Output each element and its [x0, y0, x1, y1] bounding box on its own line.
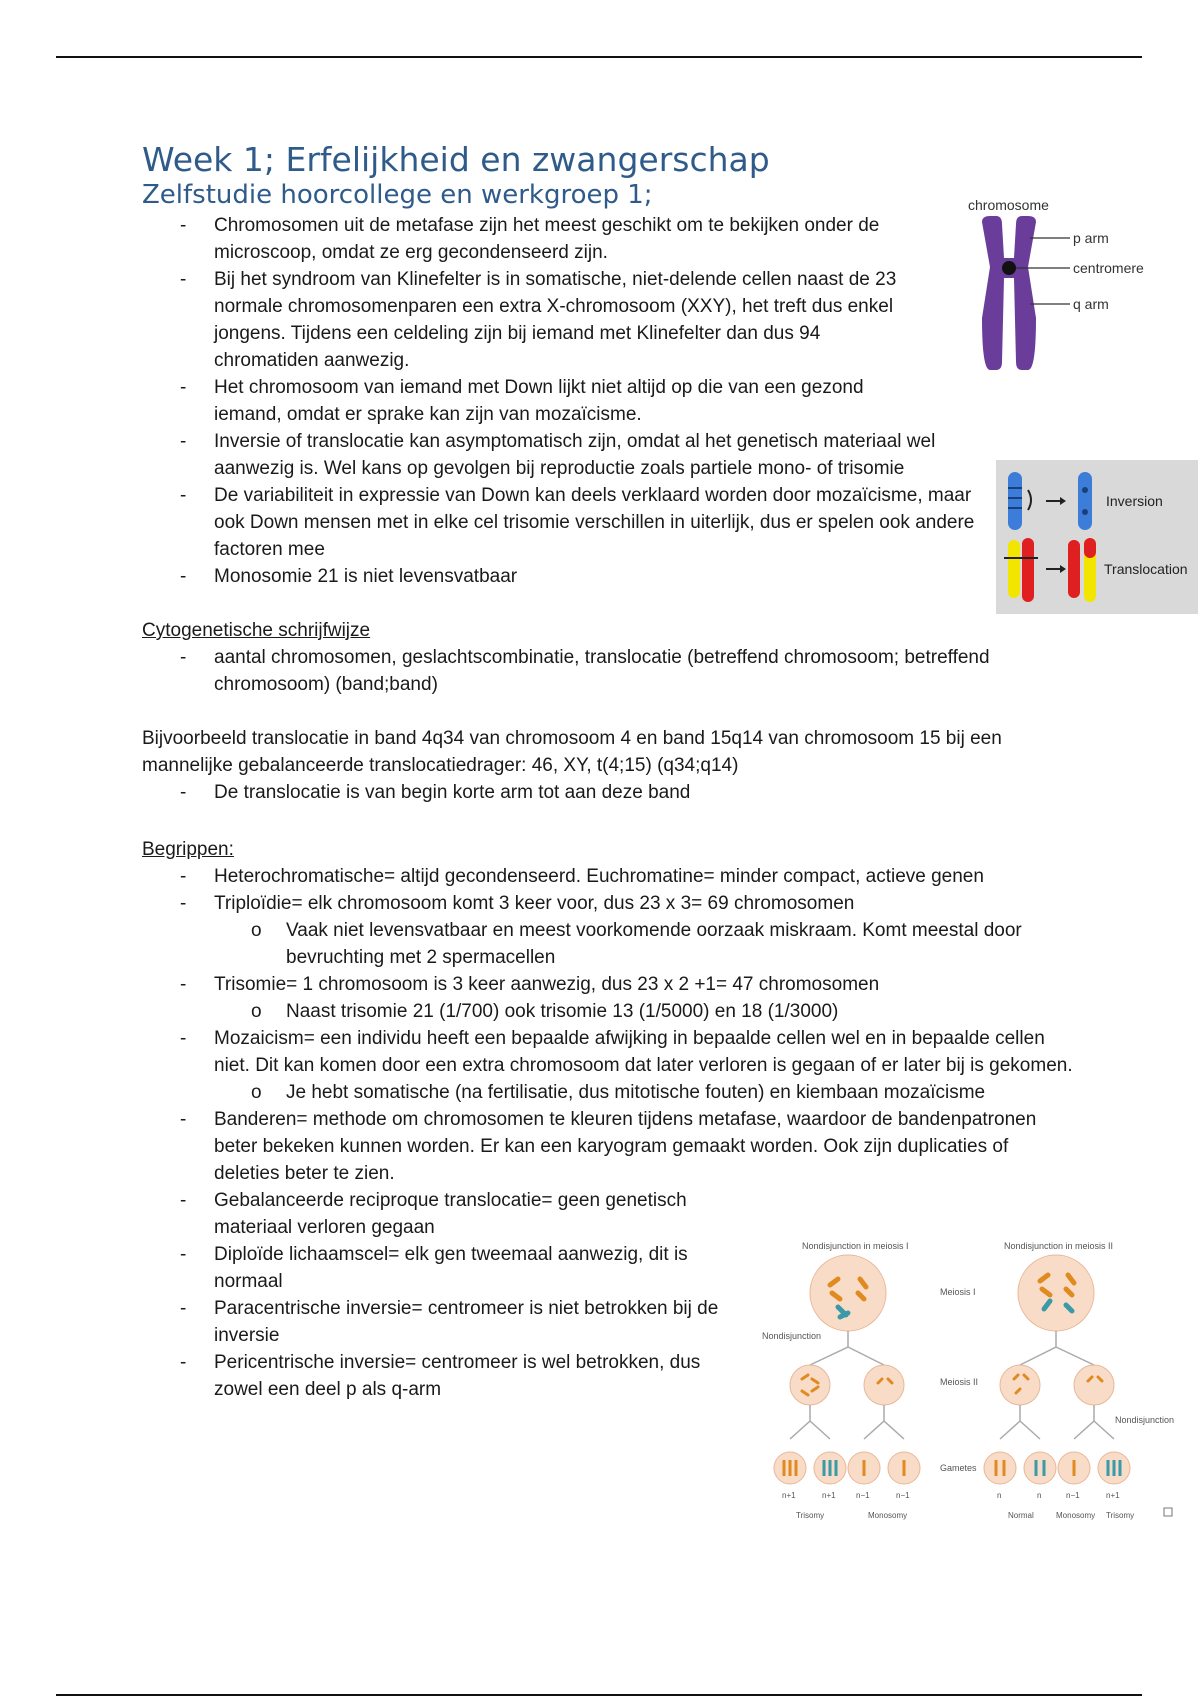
sub-list-item: o Vaak niet levensvatbaar en meest voorkomende oorzaak miskraam. Komt meestal door bevruchting met 2 spermacellen: [214, 917, 1046, 971]
page-title: Week 1; Erfelijkheid en zwangerschap: [142, 140, 770, 179]
bottom-rule: [56, 1694, 1142, 1696]
list-item: - Mozaicism= een individu heeft een bepaalde afwijking in bepaalde cellen wel en in bepaalde cellen niet. Dit kan komen door een extra chromosoom dat later verloren is gegaan of er later bij is gekomen. o Je hebt somatische (na fertilisatie, dus mitotische fouten) en kiembaan mozaïcisme: [142, 1025, 1082, 1106]
gamete-count: n−1: [896, 1491, 910, 1500]
cell-icon: [864, 1365, 904, 1405]
cell-icon: [1074, 1365, 1114, 1405]
list-item: - Paracentrische inversie= centromeer is niet betrokken bij de inversie: [142, 1295, 744, 1349]
centromere-label: centromere: [1073, 260, 1144, 276]
cell-icon: [790, 1365, 830, 1405]
sub-list-item: o Naast trisomie 21 (1/700) ook trisomie 13 (1/5000) en 18 (1/3000): [214, 998, 1082, 1025]
list-item: - De variabiliteit in expressie van Down kan deels verklaard worden door mozaïcisme, maar ook Down mensen met in elke cel trisomie verschillen in uiterlijk, dus er spelen ook andere factoren mee: [142, 482, 994, 563]
meiosis1-label: Meiosis I: [940, 1287, 976, 1297]
outcome-label: Normal: [1008, 1511, 1034, 1520]
list-item: - Monosomie 21 is niet levensvatbaar: [142, 563, 992, 590]
chromosome-figure: [960, 192, 1160, 374]
meiosis2-title: Nondisjunction in meiosis II: [1004, 1241, 1114, 1251]
outcome-label: Monosomy: [1056, 1511, 1096, 1520]
list-item: - Pericentrische inversie= centromeer is wel betrokken, dus zowel een deel p als q-arm: [142, 1349, 734, 1403]
gamete-count: n+1: [822, 1491, 836, 1500]
gamete-icon: [984, 1452, 1016, 1484]
list-item: - Het chromosoom van iemand met Down lijkt niet altijd op die van een gezond iemand, omdat er sprake kan zijn van mozaïcisme.: [142, 374, 926, 428]
meiosis1-title: Nondisjunction in meiosis I: [802, 1241, 909, 1251]
meiosis-figure: [760, 1235, 1180, 1525]
nondisjunction-left-label: Nondisjunction: [762, 1331, 822, 1341]
gametes-label: Gametes: [940, 1463, 977, 1473]
translocation-label: Translocation: [1104, 561, 1188, 577]
expand-icon: [1164, 1508, 1172, 1516]
gamete-count: n−1: [1066, 1491, 1080, 1500]
p-arm-label: p arm: [1073, 230, 1109, 246]
list-item: - Heterochromatische= altijd gecondenseerd. Euchromatine= minder compact, actieve genen: [142, 863, 1082, 890]
cyto-heading: Cytogenetische schrijfwijze: [142, 620, 371, 641]
intro-list: [142, 212, 992, 590]
gamete-count: n+1: [782, 1491, 796, 1500]
list-item: - Banderen= methode om chromosomen te kleuren tijdens metafase, waardoor de bandenpatronen beter bekeken kunnen worden. Er kan een karyogram gemaakt worden. Ook zijn duplicaties of deleties beter te zien.: [142, 1106, 1066, 1187]
list-item: - Chromosomen uit de metafase zijn het meest geschikt om te bekijken onder de microscoop, omdat ze erg gecondenseerd zijn.: [142, 212, 926, 266]
inversion-label: Inversion: [1106, 493, 1163, 509]
cell-icon: [1018, 1255, 1094, 1331]
list-item: - Inversie of translocatie kan asymptomatisch zijn, omdat al het genetisch materiaal wel aanwezig is. Wel kans op gevolgen bij reproductie zoals partiele mono- of trisomie: [142, 428, 994, 482]
top-rule: [56, 56, 1142, 58]
list-item: - Bij het syndroom van Klinefelter is in somatische, niet-delende cellen naast de 23 normale chromosomenparen een extra X-chromosoom (XXY), het treft dus enkel jongens. Tijdens een celdeling zijn bij iemand met Klinefelter dan dus 94 chromatiden aanwezig.: [142, 266, 926, 374]
gamete-count: n−1: [856, 1491, 870, 1500]
gamete-count: n: [1037, 1491, 1042, 1500]
cyto-example: Bijvoorbeeld translocatie in band 4q34 van chromosoom 4 en band 15q14 van chromosoom 15 bij een mannelijke gebalanceerde translocatiedrager: 46, XY, t(4;15) (q34;q14): [142, 728, 1002, 776]
nondisjunction-right-label: Nondisjunction: [1115, 1415, 1175, 1425]
list-item: - Gebalanceerde reciproque translocatie= geen genetisch materiaal verloren gegaan: [142, 1187, 734, 1241]
inversion-translocation-figure: [996, 460, 1198, 614]
page-subtitle: Zelfstudie hoorcollege en werkgroep 1;: [142, 180, 653, 210]
chromosome-title: chromosome: [968, 197, 1049, 213]
list-item: - Trisomie= 1 chromosoom is 3 keer aanwezig, dus 23 x 2 +1= 47 chromosomen o Naast trisomie 21 (1/700) ook trisomie 13 (1/5000) en 18 (1/3000): [142, 971, 1082, 1025]
meiosis2-label: Meiosis II: [940, 1377, 979, 1387]
q-arm-label: q arm: [1073, 296, 1109, 312]
gamete-count: n: [997, 1491, 1002, 1500]
list-item: - aantal chromosomen, geslachtscombinatie, translocatie (betreffend chromosoom; betreffend chromosoom) (band;band): [142, 644, 994, 698]
cell-icon: [810, 1255, 886, 1331]
gamete-count: n+1: [1106, 1491, 1120, 1500]
list-item: - De translocatie is van begin korte arm tot aan deze band: [142, 779, 1042, 806]
list-item: - Diploïde lichaamscel= elk gen tweemaal aanwezig, dit is normaal: [142, 1241, 734, 1295]
outcome-label: Monosomy: [868, 1511, 908, 1520]
outcome-label: Trisomy: [1106, 1511, 1135, 1520]
sub-list-item: o Je hebt somatische (na fertilisatie, dus mitotische fouten) en kiembaan mozaïcisme: [214, 1079, 1082, 1106]
chromosome-icon: [982, 216, 1036, 370]
gamete-icon: [1024, 1452, 1056, 1484]
cell-icon: [1000, 1365, 1040, 1405]
cyto-section: [142, 617, 1042, 806]
outcome-label: Trisomy: [796, 1511, 825, 1520]
list-item: - Triploïdie= elk chromosoom komt 3 keer voor, dus 23 x 3= 69 chromosomen o Vaak niet levensvatbaar en meest voorkomende oorzaak miskraam. Komt meestal door bevruchting met 2 spermacellen: [142, 890, 1082, 971]
begrippen-heading: Begrippen:: [142, 839, 234, 860]
